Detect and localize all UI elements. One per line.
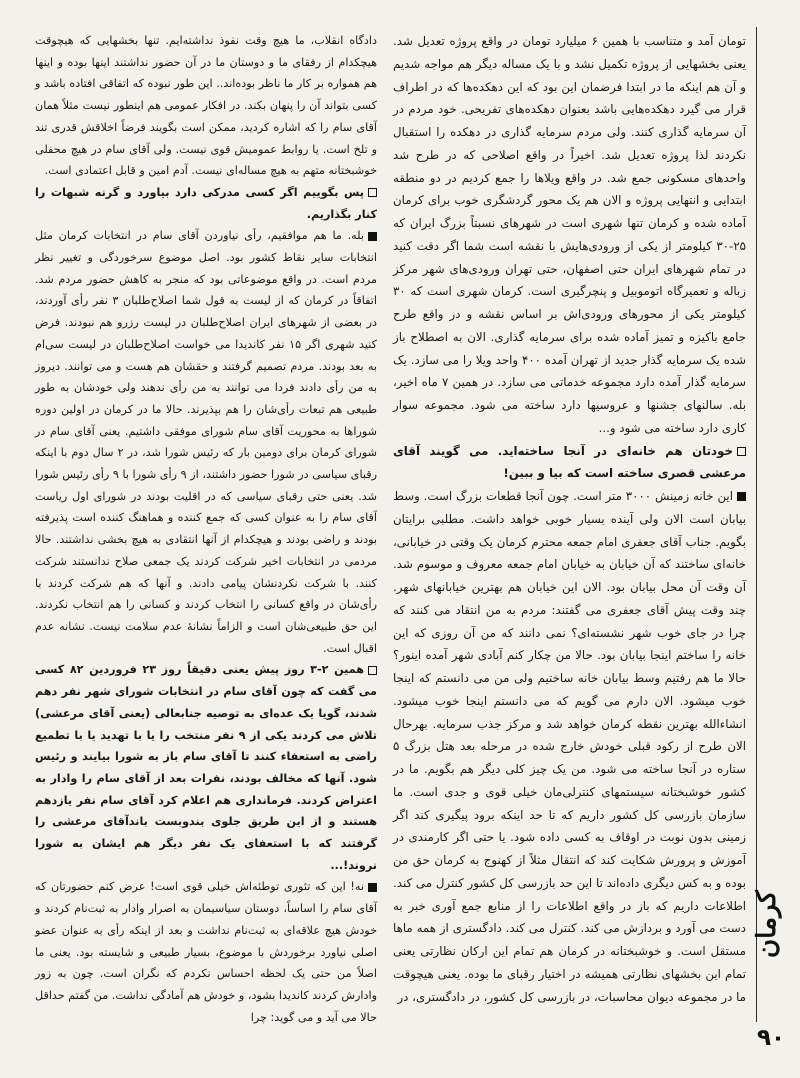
answer-marker-icon	[368, 883, 377, 892]
page-number: ۹۰	[757, 1025, 786, 1051]
paragraph-text: تومان آمد و متناسب با همین ۶ میلیارد تومان در واقع پروژه تعدیل شد. یعنی بخشهایی از پروژه تکمیل نشد و با یک مساله دیگر هم مواجه شدیم و آن هم اینکه ما در ابتدا فرضمان این بود که این دهکده‌ها که در اطراف قرار می گیرد دهکده‌هایی باشد بعنوان دهکده‌های تفریحی. خود مردم در آن سرمایه گذاری کنند. ولی مردم سرمایه گذاری در دهکده را استقبال نکردند لذا پروژه تعدیل شد. اخیراً در واقع اصلاحی که در طرح شد واحدهای مسکونی جمع شد. در واقع ویلاها را جمع کردیم در دو منطقه ابتدایی و انتهایی پروژه و الان هم یک محور گردشگری خوب برای کرمان آماده شده و کرمان تنها شهری است در شهرهای نسبتاً بزرگ ایران که ۲۵-۳۰ کیلومتر از یکی از ورودی‌هایش با نقشه است شما اگر دقت کنید در تمام شهرهای ایران حتی اصفهان، حتی تهران ورودی‌های شهر مرکز زباله و تعمیرگاه اتوموبیل و پنچرگیری است. کرمان شهری است که ۳۰ کیلومتر یکی از محورهای ورودی‌اش بر اساس نقشه و در واقع طرح جامع باکیزه و تمیز آماده شده برای سرمایه گذاری. الان به اصطلاح باز شده یک سرمایه گذار جدید از تهران آمده ۴۰۰ واحد ویلا را می سازد. یک سرمایه گذار آمده دارد مجموعه خدماتی می سازد. در همین ۷ ماه اخیر، بله. سالنهای جشنها و عروسیها دارد ساخته می شود. مجموعه سوار کاری دارد ساخته می شود و...	[393, 34, 747, 435]
answer-marker-icon	[368, 232, 377, 241]
paragraph-text: این خانه زمینش ۳۰۰۰ متر است. چون آنجا قطعات بزرگ است. وسط بیابان است الان ولی آینده بسیار خوبی خواهد داشت. مطلبی برایتان بگویم. جناب آقای جعفری امام جمعه محترم کرمان یک وقتی در خیابانی، خانه‌ای ساختند که آن خیابان به خیابان امام جمعه معروف و موسوم شد. آن وقت آن محل بیابان بود. الان این خیابان هم بهترین خیابانهای شهر. چند وقت پیش آقای جعفری می گفتند: مردم به من انتقاد می کنند که چرا در جای خوب شهر نشسته‌ای؟ نمی دانند که من آن روزی که این خانه را ساختم اینجا بیابان بود. حالا من چکار کنم آبادی شهر آمده اینور؟ حالا ما هم رفتیم وسط بیابان خانه ساختیم ولی من می دانستم که اینجا خوب میشود. الان دارم می گویم که می دانستم اینجا خوب میشود. انشاءالله بهترین نقطه کرمان خواهد شد و مرکز جذب سرمایه. بهرحال الان طرح از رکود قبلی خودش خارج شده در مرحله بعد هتل بزرگ ۵ ستاره در آنجا ساخته می شود. من یک چیز کلی دیگر هم بگویم. ما در کشور خوشبختانه سیستمهای کنترلی‌مان خیلی قوی و جدی است. ما سازمان بازرسی کل کشور داریم که تا حد اینکه برود پیگیری کند اگر زمینی بدون نوبت در اوقاف به کسی داده شود. یا حتی اگر کارمندی در آموزش و پرورش شکایت کند که انتقال مثلاً از کهنوج به کرمان حق من بوده و به کس دیگری داده‌اند تا این حد بازرسی کل کشور کنترل می کند. اطلاعات داریم که باز در واقع اطلاعات را از منابع جمع آوری خبر به دست می آورد و بردازش می کند. کنترل می کند. دادگستری از همه ماها مستقل است. و خوشبختانه در کرمان هم تمام این ارکان نظارتی یعنی تمام این بخشهای نظارتی همیشه در اختیار رقبای ما بوده. یعنی هیچوقت ما در مجموعه دیوان محاسبات، در بازرسی کل کشور، در دادگستری، در	[393, 489, 746, 1004]
article-column-right	[393, 30, 746, 1030]
interview-answer	[35, 225, 377, 659]
paragraph-text: نه! این که تئوری توطئه‌اش خیلی قوی است! عرض کنم حضورتان که آقای سام را اساساً، دوستان سیاسیمان به اصرار وادار به ثبت‌نام کردند و خودش هیچ علاقه‌ای به ثبت‌نام نداشت و بعد از اینکه رأی به عنوان عضو اصلی نیاورد برخوردش با موضوع، بسیار طبیعی و شایسته بود. یعنی ما اصلاً من حتی یک لحظه احساس نکردم که نگران است. چون به زور وادارش کردند کاندیدا بشود، و خودش هم آمادگی نداشت. من گفتم حداقل حالا می آید و می گوید: چرا	[35, 880, 377, 1024]
interview-answer	[35, 876, 377, 1028]
question-marker-icon	[737, 447, 746, 456]
interview-answer	[35, 30, 377, 182]
paragraph-text: همین ۲-۳ روز پیش یعنی دقیقاً روز ۲۳ فروردین ۸۲ کسی می گفت که چون آقای سام در انتخابات شورای شهر نفر دهم شدند، گویا یک عده‌ای به توصیه جنابعالی (یعنی آقای مرعشی) تلاش می کردند یکی از ۹ نفر منتخب را یا با تهدید یا با تطمیع راضی به استعفاء کنند تا آقای سام باز به شورا بیایند و رئیس شود. آنها که مخالف بودند، نفرات بعد از آقای سام را وادار به اعتراض کردند. فرمانداری هم اعلام کرد آقای سام نفر یازدهم هستند و از این طریق جلوی بندوبست باندآقای مرعشی را گرفتند که با استعفای یک نفر دیگر هم ایشان به شورا نروند!...	[35, 663, 377, 872]
interview-answer	[393, 30, 746, 440]
interview-question	[393, 440, 746, 486]
question-marker-icon	[368, 188, 377, 197]
interview-question	[35, 182, 377, 225]
interview-question	[35, 659, 377, 876]
paragraph-text: بله. ما هم موافقیم، رأی نیاوردن آقای سام در انتخابات کرمان مثل انتخابات سایر نقاط کشور بود. اصل موضوع سرخوردگی و تغییر نظر مردم است. در واقع موضوعاتی بود که منجر به کاهش حضور مردم شد. اتفاقاً در کرمان که از لیست به قول شما اصلاح‌طلبان ۳ نفر رأی آوردند، در بعضی از شهرهای ایران اصلاح‌طلبان در لیست رزرو هم نبودند. فرض کنید شهری اگر ۱۵ نفر کاندیدا می خواست اصلاح‌طلبان در لیست سی‌ام به بعد بودند. مردم تصمیم گرفتند و حقشان هم هست و می توانند. دیروز به من رأی دادند فردا می توانند به من رأی ندهند ولی خودشان به طور طبیعی هم تبعات رأی‌شان را هم بپذیرند. حالا ما در کرمان در اولین دوره شوراها به محوریت آقای سام شورای موفقی داشتیم. یعنی آقای سام در شورای کرمان برای دومین بار که رئیس شورا شد، در ۲ سال دوم با اینکه رقبای سیاسی در شورا حضور داشتند، از ۹ رأی شورا با ۹ رأی رئیس شورا شد. یعنی حتی رقبای سیاسی که در اقلیت بودند در شورای اول ریاست آقای سام را به عنوان کسی که جمع کننده و هماهنگ کننده است پذیرفته بودند و راضی بودند و هیچکدام از آنها انتقادی به هیچ بخشی نداشتند. حالا مردمی در انتخابات اخیر شرکت کردند یک جمعی صلاح ندانستند شرکت کنند. با شرکت نکردنشان پیامی دادند. و آنها که هم شرکت کردند با رأی‌شان در واقع کسانی را انتخاب کردند و کسانی را هم انتخاب نکردند. این حق طبیعی‌شان است و الزاماً نشانهٔ عدم سلامت نیست. نشانه عدم اقبال است.	[35, 229, 378, 655]
interview-answer	[393, 485, 746, 1008]
paragraph-text: پس بگوییم اگر کسی مدرکی دارد بیاورد و گرنه شبهات را کنار بگذاریم.	[35, 185, 377, 221]
margin-rule	[756, 27, 757, 1022]
answer-marker-icon	[737, 492, 746, 501]
magazine-logo: کرمان	[752, 890, 782, 958]
paragraph-text: خودتان هم خانه‌ای در آنجا ساخته‌اید. می گویند آقای مرعشی قصری ساخته است که بیا و ببین!	[393, 443, 746, 481]
question-marker-icon	[368, 666, 377, 675]
article-column-left	[35, 30, 377, 1030]
paragraph-text: دادگاه انقلاب، ما هیچ وقت نفوذ نداشته‌ایم. تنها بخشهایی که هیچوقت هیچکدام از رفقای ما و دوستان ما در آن حضور نداشتند اینها بوده و اینها هم همواره بر کار ما ناظر بوده‌اند.. این طور نبوده که اتفاقی افتاده باشد و کسی بتواند آن را پنهان بکند. در افکار عمومی هم اینطور نیست مثلاً همان آقای سام را که اشاره کردید، ممکن است بگویند فرضاً اخلاقش قدری تند و تلخ است. یا روابط عمومیش قوی نیست. ولی آقای سام در هیچ محفلی خوشبختانه متهم به هیچ مساله‌ای نیست. آدم امین و قابل اعتمادی است.	[35, 34, 377, 178]
